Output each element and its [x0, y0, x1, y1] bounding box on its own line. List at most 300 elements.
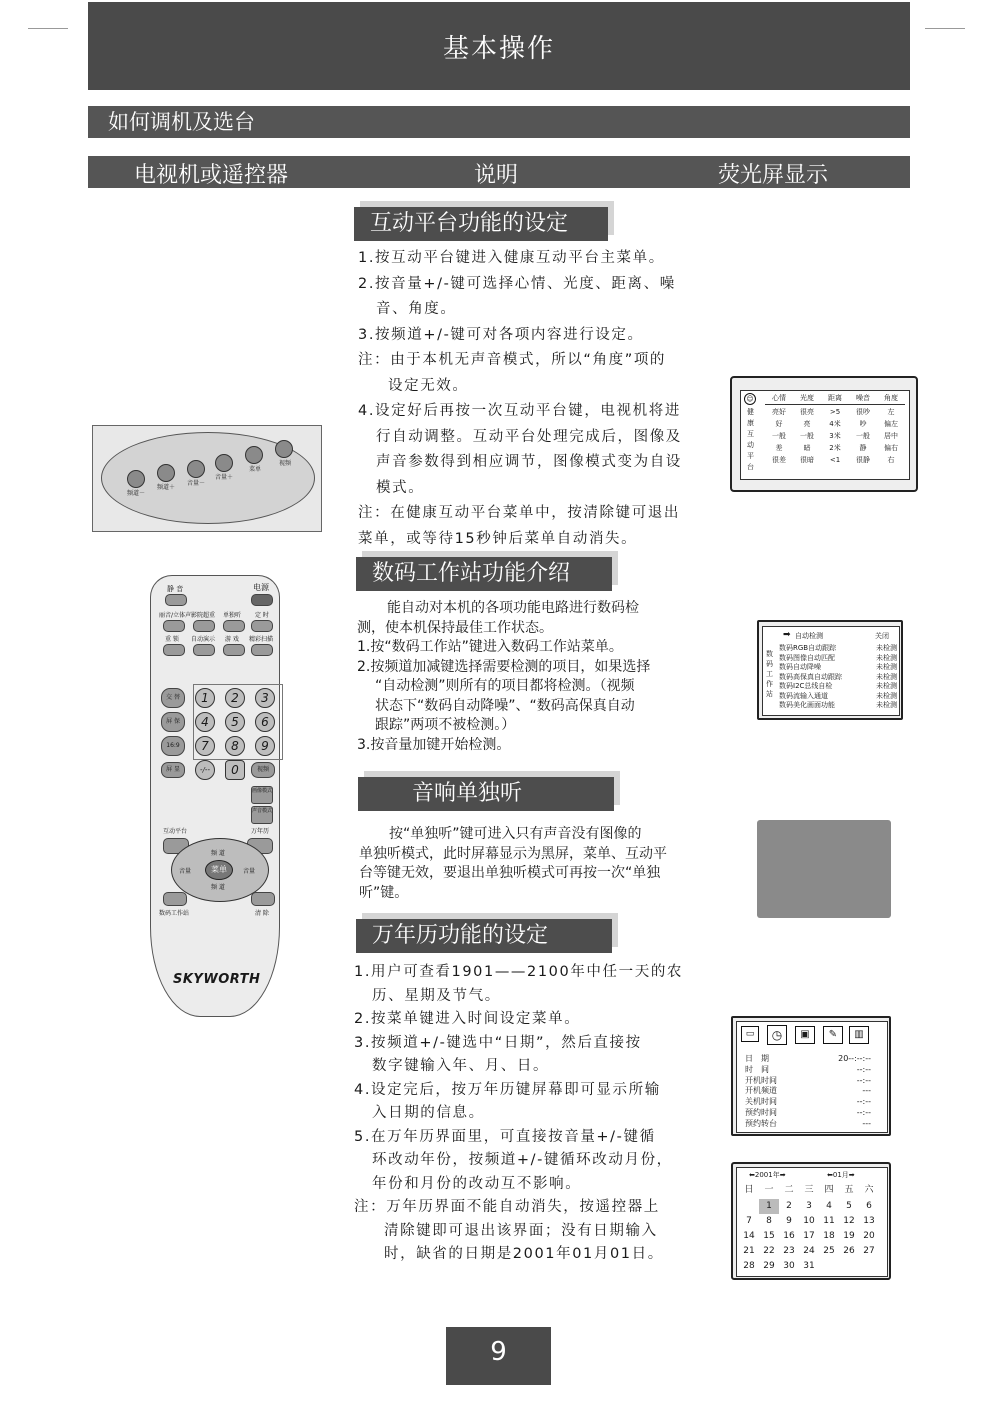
- digit-6-button[interactable]: 6: [255, 712, 275, 732]
- digital-item: [779, 701, 897, 711]
- side-char: 数: [766, 650, 773, 658]
- time-menu-value: --:--: [856, 1097, 871, 1107]
- digital-item-status: 未检测: [876, 682, 897, 690]
- digital-screen: [757, 620, 903, 720]
- menu-cell: 左: [887, 408, 895, 416]
- text-line: 5.在万年历界面里，可直接按音量+/-键循: [354, 1128, 656, 1145]
- digital-heading-text: 数码工作站功能介绍: [372, 561, 571, 586]
- menu-row: [765, 455, 905, 465]
- menu-row: [765, 407, 905, 417]
- digital-item-name: 数码图像自动匹配: [779, 653, 835, 662]
- time-menu-screen: [731, 1016, 891, 1136]
- side-char: 互: [747, 430, 754, 438]
- stereo-button[interactable]: [163, 620, 185, 632]
- digital-item-name: 数码美化画面功能: [779, 701, 835, 709]
- digital-item-name: 数码流输入通道: [779, 691, 828, 700]
- time-menu-value: ---: [862, 1086, 871, 1096]
- time-menu-value: --:--: [856, 1107, 871, 1117]
- digital-text: [357, 599, 650, 755]
- power-button[interactable]: [251, 594, 273, 606]
- digital-header-right: 关闭: [875, 632, 889, 640]
- page-number: [446, 1327, 551, 1385]
- menu-cell: 右: [887, 456, 895, 464]
- volume-up-knob[interactable]: [215, 454, 233, 472]
- channel-down-knob[interactable]: [127, 470, 145, 488]
- menu-cell: 2米: [829, 444, 841, 452]
- calendar-day: 9: [786, 1216, 792, 1226]
- digital-item-name: 数码自动降噪: [779, 663, 821, 671]
- menu-cell: 很暗: [800, 456, 814, 464]
- volume-down-knob[interactable]: [187, 460, 205, 478]
- scan-button[interactable]: [251, 644, 273, 656]
- picture-mode-button[interactable]: [251, 786, 273, 804]
- side-char: 作: [766, 680, 773, 688]
- calendar-day: 30: [783, 1261, 795, 1271]
- calendar-heading-text: 万年历功能的设定: [372, 923, 549, 948]
- time-menu-value: --:--: [856, 1064, 871, 1074]
- digital-item: [779, 644, 897, 654]
- text-line: 年份和月份的改动互不影响。: [372, 1175, 582, 1192]
- calendar-grid: [739, 1182, 879, 1274]
- clear-button[interactable]: [251, 892, 275, 906]
- calendar-day: 11: [823, 1216, 835, 1226]
- weekday: 六: [864, 1185, 874, 1195]
- menu-side-label: [747, 407, 755, 473]
- remote-label: 重 锁: [165, 636, 179, 643]
- calendar-day: 22: [763, 1246, 775, 1256]
- calendar-week-row: [739, 1214, 879, 1229]
- remote-label: 声音模式: [252, 808, 273, 814]
- text-line: 行自动调整。互动平台处理完成后，图像及: [376, 428, 682, 445]
- menu-cell: 很差: [772, 456, 786, 464]
- text-line: 3.按频道+/-键可对各项内容进行设定。: [358, 326, 644, 343]
- side-char: 康: [747, 419, 754, 427]
- calendar-day: 16: [783, 1231, 795, 1241]
- time-menu-value: ---: [862, 1118, 871, 1128]
- menu-button[interactable]: [205, 860, 233, 880]
- crop-mark-right: [925, 28, 965, 29]
- calendar-month: 01月: [832, 1171, 849, 1179]
- calendar-week-row: [739, 1229, 879, 1244]
- calendar-day: [859, 1259, 879, 1274]
- digit-8-button[interactable]: 8: [225, 736, 245, 756]
- arrow-left-icon: ⬅: [749, 1171, 755, 1179]
- calendar-day: 28: [743, 1261, 755, 1271]
- arrow-right-icon: ➡: [848, 1171, 855, 1179]
- digital-item: [779, 663, 897, 673]
- calendar-day: 27: [863, 1246, 875, 1256]
- digital-item-name: 数码RGB自动跟踪: [779, 644, 837, 652]
- calendar-day: 26: [843, 1246, 855, 1256]
- digit-1-button[interactable]: 1: [195, 688, 215, 708]
- volume-up-button[interactable]: 音量: [243, 868, 256, 875]
- remote-label: 16:9: [166, 742, 180, 749]
- time-menu-item: [745, 1097, 871, 1108]
- screensaver-button[interactable]: [161, 712, 185, 732]
- aspect-button[interactable]: [161, 736, 185, 756]
- cinema-button[interactable]: [193, 620, 215, 632]
- audio-text: [359, 825, 667, 903]
- digit-0-button[interactable]: 0: [225, 760, 245, 780]
- interactive-heading-text: 互动平台功能的设定: [370, 211, 569, 236]
- text-line: 入日期的信息。: [372, 1105, 485, 1121]
- time-menu: [736, 1021, 888, 1133]
- picture-icon: ▣: [795, 1026, 815, 1044]
- mute-button[interactable]: [165, 594, 187, 606]
- calendar-day: 12: [843, 1216, 855, 1226]
- remote-label: 万年历: [251, 828, 270, 835]
- text-line: 跟踪”两项不被检测。）: [375, 717, 516, 733]
- calendar-day: 3: [806, 1201, 812, 1211]
- time-menu-item: [745, 1108, 871, 1119]
- menu-cell: 很静: [856, 456, 870, 464]
- remote-label: 互动平台: [163, 828, 188, 835]
- calendar-heading: [356, 919, 612, 953]
- knob-label: 音量－: [187, 480, 206, 487]
- menu-head: 心情: [772, 394, 786, 402]
- time-menu-item: [745, 1076, 871, 1087]
- side-char: 健: [747, 408, 754, 416]
- digital-workstation-button[interactable]: [163, 892, 187, 906]
- calendar-day: 25: [823, 1246, 835, 1256]
- menu-row: [765, 443, 905, 453]
- digital-item-status: 未检测: [876, 644, 897, 652]
- side-char: 码: [766, 660, 773, 668]
- menu-head: 噪音: [856, 394, 870, 402]
- time-menu-value: --:--: [856, 1075, 871, 1085]
- digital-item: [779, 692, 897, 702]
- menu-cell: 差: [775, 444, 783, 452]
- menu-cell: 一般: [772, 432, 786, 440]
- digital-item-name: 数码高保真自动跟踪: [779, 672, 842, 681]
- menu-head: 角度: [884, 394, 898, 402]
- time-menu-item: [745, 1086, 871, 1097]
- text-line: 3.按音量加键开始检测。: [357, 736, 511, 753]
- remote-label: 定 时: [255, 612, 269, 619]
- demo-button[interactable]: [193, 644, 215, 656]
- equalizer-icon: ▥: [849, 1026, 869, 1044]
- digital-item-status: 未检测: [876, 691, 897, 700]
- text-line: 测，使本机保持最佳工作状态。: [357, 619, 553, 636]
- sound-mode-button[interactable]: [251, 806, 273, 824]
- remote-label: 交 替: [166, 694, 180, 701]
- text-line: 声音参数得到相应调节，图像模式变为自设: [376, 454, 682, 470]
- digit-9-button[interactable]: 9: [255, 736, 275, 756]
- time-menu-value: 20--:--:--: [838, 1054, 871, 1063]
- arrow-right-icon: ➡: [783, 630, 791, 640]
- column-header-bar: [88, 156, 910, 188]
- remote-label: 电源: [253, 583, 269, 592]
- remote-label: 游 戏: [225, 636, 239, 643]
- calendar-day-selected: 1: [759, 1199, 779, 1214]
- tv-icon: ▭: [741, 1026, 759, 1042]
- calendar-day: 21: [743, 1246, 755, 1256]
- text-line: 听”键。: [359, 884, 409, 901]
- text-line: 4.设定完后，按万年历键屏幕即可显示所输: [354, 1081, 661, 1098]
- text-line: 注：由于本机无声音模式，所以“角度”项的: [358, 352, 667, 368]
- menu-cell: 很吵: [856, 408, 870, 416]
- digital-item: [779, 682, 897, 692]
- time-menu-label: 开机时间: [745, 1075, 777, 1085]
- time-menu-label: 关机时间: [745, 1097, 777, 1107]
- digit-4-button[interactable]: 4: [195, 712, 215, 732]
- calendar-screen: [731, 1162, 891, 1280]
- av-button[interactable]: [251, 762, 275, 778]
- calendar-day: 4: [826, 1201, 832, 1211]
- text-line: 音、角度。: [376, 301, 457, 317]
- interactive-text: [358, 246, 682, 552]
- knob-label: 频道－: [127, 490, 146, 497]
- time-menu-item: [745, 1065, 871, 1076]
- menu-cell: 好: [775, 420, 783, 428]
- game-button[interactable]: [223, 644, 245, 656]
- digital-menu: [762, 626, 900, 716]
- text-line: 能自动对本机的各项功能电路进行数码检: [387, 600, 639, 616]
- calendar-day: [739, 1199, 759, 1214]
- text-line: 注：万年历界面不能自动消失，按遥控器上: [354, 1199, 660, 1215]
- menu-head: 距离: [828, 394, 842, 402]
- remote-control: [150, 575, 280, 1017]
- time-menu-label: 预约时间: [745, 1107, 777, 1117]
- calendar-year: 2001年: [754, 1171, 780, 1179]
- display-button[interactable]: [161, 762, 185, 778]
- calendar-day: 29: [763, 1261, 775, 1271]
- text-line: 注：在健康互动平台菜单中，按清除键可退出: [358, 505, 680, 521]
- volume-down-button[interactable]: 音量: [179, 868, 192, 875]
- menu-cell: 偏左: [884, 420, 898, 428]
- weekday-row: [739, 1182, 879, 1195]
- smiley-icon: ☺: [744, 393, 756, 405]
- calendar-day: 8: [766, 1216, 772, 1226]
- audio-heading: [358, 777, 614, 811]
- calendar-day: 5: [846, 1201, 852, 1211]
- section-title: [88, 106, 910, 138]
- calendar-day: 10: [803, 1216, 815, 1226]
- calendar-day: 14: [743, 1231, 755, 1241]
- remote-label: 丽音/立体声: [159, 612, 192, 619]
- calendar-day: 18: [823, 1231, 835, 1241]
- menu-row: [765, 419, 905, 429]
- text-line: 历、星期及节气。: [372, 987, 501, 1004]
- calendar-day: 13: [863, 1216, 875, 1226]
- remote-label: 影院超重: [191, 612, 216, 619]
- knob-label: 视频: [279, 460, 292, 467]
- text-line: 菜单，或等待15秒钟后菜单自动消失。: [358, 530, 638, 547]
- channel-up-knob[interactable]: [157, 464, 175, 482]
- column-header-description: 说明: [474, 163, 519, 188]
- text-line: 状态下“数码自动降噪”、“数码高保真自动: [375, 697, 635, 714]
- text-line: 3.按频道+/-键选中“日期”，然后直接按: [354, 1034, 642, 1051]
- calendar-day: 15: [763, 1231, 775, 1241]
- menu-cell: 一般: [856, 432, 870, 440]
- digit-toggle-button[interactable]: -/--: [195, 760, 215, 780]
- calendar-day: 6: [866, 1201, 872, 1211]
- menu-head-row: [765, 393, 905, 403]
- digit-2-button[interactable]: 2: [225, 688, 245, 708]
- side-char: 动: [747, 441, 754, 449]
- page-number-text: 9: [490, 1337, 507, 1367]
- text-line: 2.按音量+/-键可选择心情、光度、距离、噪: [358, 275, 676, 292]
- section-title-text: 如何调机及选台: [108, 110, 255, 134]
- text-line: 清除键即可退出该界面；没有日期输入: [384, 1222, 658, 1239]
- arrow-left-icon: ⬅: [827, 1171, 833, 1179]
- remote-label: 屏 保: [166, 718, 180, 725]
- digital-item-status: 未检测: [876, 653, 897, 662]
- calendar-week-row: [739, 1259, 879, 1274]
- text-line: 设定无效。: [388, 377, 469, 394]
- remote-label: 数码工作站: [159, 910, 190, 917]
- calendar-text: [354, 961, 683, 1267]
- time-menu-label: 开机频道: [745, 1086, 777, 1096]
- column-header-screen: 荧光屏显示: [718, 163, 829, 188]
- menu-cell: 吵: [859, 420, 867, 428]
- calendar-day: 17: [803, 1231, 815, 1241]
- calendar-week-row: [739, 1199, 879, 1214]
- channel-down-button[interactable]: 频 道: [211, 884, 225, 891]
- clock-icon: ◷: [767, 1025, 787, 1045]
- timer-button[interactable]: [251, 620, 273, 632]
- interactive-heading: [354, 207, 608, 241]
- digital-item: [779, 673, 897, 683]
- text-line: 按“单独听”键可进入只有声音没有图像的: [389, 826, 642, 842]
- calendar-year-row: [749, 1170, 786, 1180]
- page-title-text: 基本操作: [442, 33, 555, 64]
- digital-side-label: [766, 649, 774, 699]
- text-line: 数字键输入年、月、日。: [372, 1058, 550, 1074]
- text-line: 台等键无效，要退出单独听模式可再按一次“单独: [359, 865, 661, 881]
- remote-label: 视频: [256, 766, 269, 773]
- digital-item-status: 未检测: [876, 701, 897, 709]
- menu-row: [765, 431, 905, 441]
- calendar-week-row: [739, 1244, 879, 1259]
- calendar-month-row: [827, 1170, 855, 1180]
- swap-button[interactable]: [161, 688, 185, 708]
- calendar-day: [839, 1259, 859, 1274]
- audio-only-button[interactable]: [223, 620, 245, 632]
- knob-label: 音量＋: [215, 474, 234, 481]
- text-line: 1.按“数码工作站”键进入数码工作站菜单。: [357, 639, 623, 655]
- menu-grid: [765, 393, 905, 465]
- audio-heading-text: 音响单独听: [412, 781, 523, 806]
- menu-cell: 亮: [803, 420, 811, 428]
- remote-label: 画像模式: [252, 788, 273, 794]
- weekday: 五: [844, 1185, 854, 1195]
- menu-cell: 一般: [800, 432, 814, 440]
- calendar-day: 2: [786, 1201, 792, 1211]
- calendar-day: 19: [843, 1231, 855, 1241]
- side-char: 工: [766, 670, 773, 678]
- digital-item-name: 数码I2C总线自检: [779, 682, 833, 690]
- page-title: [88, 2, 910, 90]
- text-line: 单独听模式，此时屏幕显示为黑屏，菜单、互动平: [359, 845, 667, 862]
- calendar-day: 20: [863, 1231, 875, 1241]
- digital-item-status: 未检测: [876, 672, 897, 681]
- weekday: 二: [784, 1185, 794, 1195]
- menu-cell: 4米: [829, 420, 841, 428]
- remote-label: 静 音: [167, 585, 184, 593]
- brand-logo: SKYWORTH: [173, 972, 261, 987]
- menu-cell: 很亮: [800, 408, 814, 416]
- menu-cell: 3米: [829, 432, 841, 440]
- weekday: 日: [744, 1185, 754, 1195]
- black-screen: [757, 820, 891, 918]
- menu-cell: 偏右: [884, 444, 898, 452]
- menu-cell: 亮好: [772, 408, 786, 416]
- remote-label: 自动演示: [191, 636, 216, 643]
- remote-label: 单独听: [223, 612, 242, 619]
- menu-cell: 暗: [803, 444, 811, 452]
- side-char: 站: [766, 690, 773, 698]
- calendar-day: 24: [803, 1246, 815, 1256]
- calendar-day: 7: [746, 1216, 752, 1226]
- lock-button[interactable]: [163, 644, 185, 656]
- knob-label: 菜单: [249, 466, 262, 473]
- column-header-device: 电视机或遥控器: [134, 163, 289, 188]
- text-line: 1.按互动平台键进入健康互动平台主菜单。: [358, 250, 665, 266]
- interactive-menu: [740, 390, 910, 480]
- text-line: 4.设定好后再按一次互动平台键，电视机将进: [358, 403, 681, 419]
- digital-items: [779, 644, 897, 711]
- menu-cell: <1: [829, 456, 841, 464]
- calendar-day: [819, 1259, 839, 1274]
- knob-label: 频道＋: [157, 484, 176, 491]
- text-line: 1.用户可查看1901——2100年中任一天的农: [354, 964, 684, 980]
- menu-cell: 居中: [884, 432, 898, 440]
- menu-cell: >5: [829, 408, 841, 416]
- text-line: “自动检测”则所有的项目都将检测。（视频: [375, 678, 635, 694]
- weekday: 三: [804, 1185, 814, 1195]
- side-char: 台: [747, 463, 754, 471]
- text-line: 模式。: [376, 479, 425, 496]
- time-menu-label: 日 期: [745, 1054, 769, 1063]
- calendar-view: [736, 1167, 888, 1277]
- tv-front-panel: [92, 425, 322, 532]
- digital-heading: [356, 557, 612, 591]
- remote-label: 清 除: [255, 910, 269, 917]
- time-menu-item: [745, 1054, 871, 1065]
- menu-head: 光度: [800, 394, 814, 402]
- side-char: 平: [747, 452, 754, 460]
- calendar-day: 23: [783, 1246, 795, 1256]
- remote-label: 屏 显: [166, 766, 180, 773]
- digit-7-button[interactable]: 7: [195, 736, 215, 756]
- menu-knob[interactable]: [245, 446, 263, 464]
- text-line: 2.按菜单键进入时间设定菜单。: [354, 1011, 581, 1027]
- video-knob[interactable]: [275, 440, 293, 458]
- digit-3-button[interactable]: 3: [255, 688, 275, 708]
- digit-5-button[interactable]: 5: [225, 712, 245, 732]
- digital-header-left: 自动检测: [795, 632, 823, 640]
- weekday: 一: [764, 1185, 774, 1195]
- channel-up-button[interactable]: 频 道: [211, 850, 225, 857]
- interactive-screen: [730, 376, 918, 492]
- arrow-right-icon: ➡: [779, 1171, 786, 1179]
- satellite-icon: ✎: [823, 1026, 843, 1044]
- calendar-day: 31: [803, 1261, 815, 1271]
- time-menu-label: 时 间: [745, 1064, 769, 1074]
- weekday: 四: [824, 1185, 834, 1195]
- remote-label: 精彩扫描: [249, 636, 274, 643]
- time-menu-list: [745, 1054, 871, 1130]
- text-line: 环改动年份，按频道+/-键循环改动月份，: [372, 1152, 673, 1168]
- crop-mark-left: [28, 28, 68, 29]
- time-menu-label: 预约转台: [745, 1118, 777, 1128]
- menu-cell: 静: [859, 444, 867, 452]
- digital-item: [779, 654, 897, 664]
- digital-item-status: 未检测: [876, 663, 897, 671]
- time-menu-item: [745, 1119, 871, 1130]
- text-line: 2.按频道加减键选择需要检测的项目，如果选择: [357, 658, 651, 675]
